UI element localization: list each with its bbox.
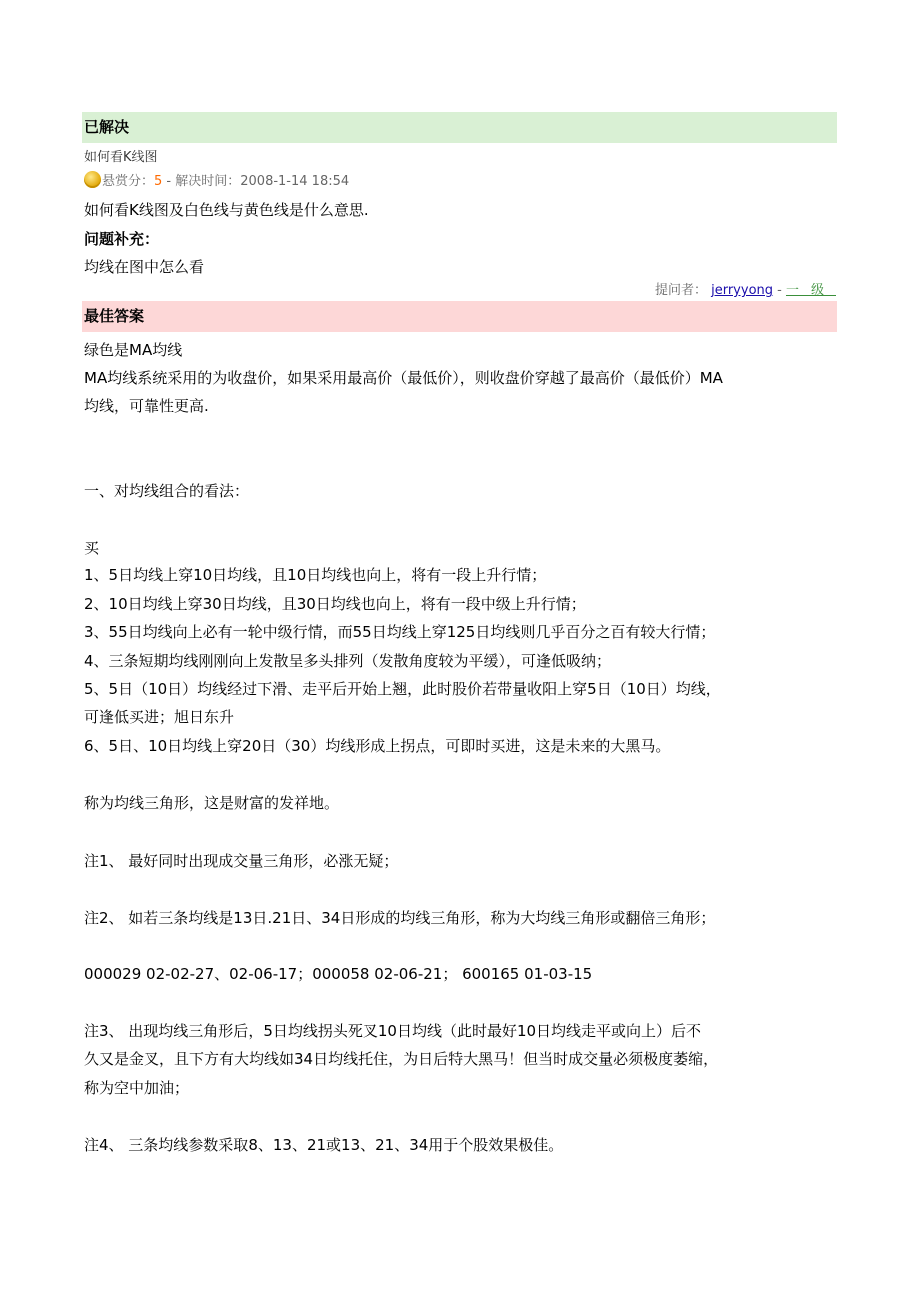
- supplement-text: 均线在图中怎么看: [84, 258, 205, 276]
- answer-line: 4、三条短期均线刚刚向上发散呈多头排列（发散角度较为平缓），可逢低吸纳；: [84, 652, 612, 670]
- answer-line: 注1、 最好同时出现成交量三角形，必涨无疑；: [84, 852, 399, 870]
- reward-value: 5: [154, 174, 163, 189]
- asker-level-link[interactable]: 一级: [785, 283, 836, 298]
- answer-line: 3、55日均线向上必有一轮中级行情，而55日均线上穿125日均线则几乎百分之百有较大行情；: [84, 623, 716, 641]
- asker-info: [655, 279, 836, 298]
- asker-label: 提问者：: [654, 283, 707, 298]
- answer-line: 久又是金叉，且下方有大均线如34日均线托住，为日后特大黑马！但当时成交量必须极度萎缩，: [84, 1050, 719, 1068]
- coin-icon: [84, 171, 101, 188]
- asker-separator: -: [773, 283, 786, 298]
- question-title: 如何看K线图: [84, 150, 158, 165]
- answer-line: 1、5日均线上穿10日均线，且10日均线也向上，将有一段上升行情；: [84, 566, 547, 584]
- answer-line: 称为均线三角形，这是财富的发祥地。: [84, 794, 340, 812]
- question-meta: [84, 170, 349, 189]
- answer-line: 可逢低买进；旭日东升: [84, 708, 235, 726]
- answer-line: 5、5日（10日）均线经过下滑、走平后开始上翘，此时股价若带量收阳上穿5日（10日）均线，: [84, 680, 721, 698]
- answer-line: 注2、 如若三条均线是13日.21日、34日形成的均线三角形，称为大均线三角形或翻倍三角形；: [84, 909, 716, 927]
- answer-line: 注3、 出现均线三角形后，5日均线拐头死叉10日均线（此时最好10日均线走平或向上）后不: [84, 1022, 702, 1040]
- answer-line: 称为空中加油；: [84, 1079, 190, 1097]
- reward-label: 悬赏分：: [102, 174, 155, 189]
- solved-time: 解决时间：2008-1-14 18:54: [175, 174, 350, 189]
- status-bar-solved: 已解决: [82, 112, 837, 143]
- answer-line: 绿色是MA均线: [84, 341, 183, 359]
- asker-name-link[interactable]: jerryyong: [711, 283, 774, 298]
- supplement-label: 问题补充：: [84, 230, 160, 248]
- best-answer-bar: 最佳答案: [82, 301, 837, 332]
- answer-line: 均线，可靠性更高.: [84, 397, 209, 415]
- answer-line: 2、10日均线上穿30日均线，且30日均线也向上，将有一段中级上升行情；: [84, 595, 586, 613]
- answer-line: 000029 02-02-27、02-06-17；000058 02-06-21； 600165 01-03-15: [84, 965, 593, 983]
- answer-line: MA均线系统采用的为收盘价，如果采用最高价（最低价），则收盘价穿越了最高价（最低价）MA: [84, 369, 723, 387]
- answer-line: 注4、 三条均线参数采取8、13、21或13、21、34用于个股效果极佳。: [84, 1136, 564, 1154]
- question-body: 如何看K线图及白色线与黄色线是什么意思.: [84, 201, 369, 219]
- meta-separator: -: [162, 174, 176, 189]
- answer-line: 一、对均线组合的看法：: [84, 482, 250, 500]
- answer-line: 6、5日、10日均线上穿20日（30）均线形成上拐点，可即时买进，这是未来的大黑马。: [84, 737, 671, 755]
- answer-line: 买: [84, 539, 100, 557]
